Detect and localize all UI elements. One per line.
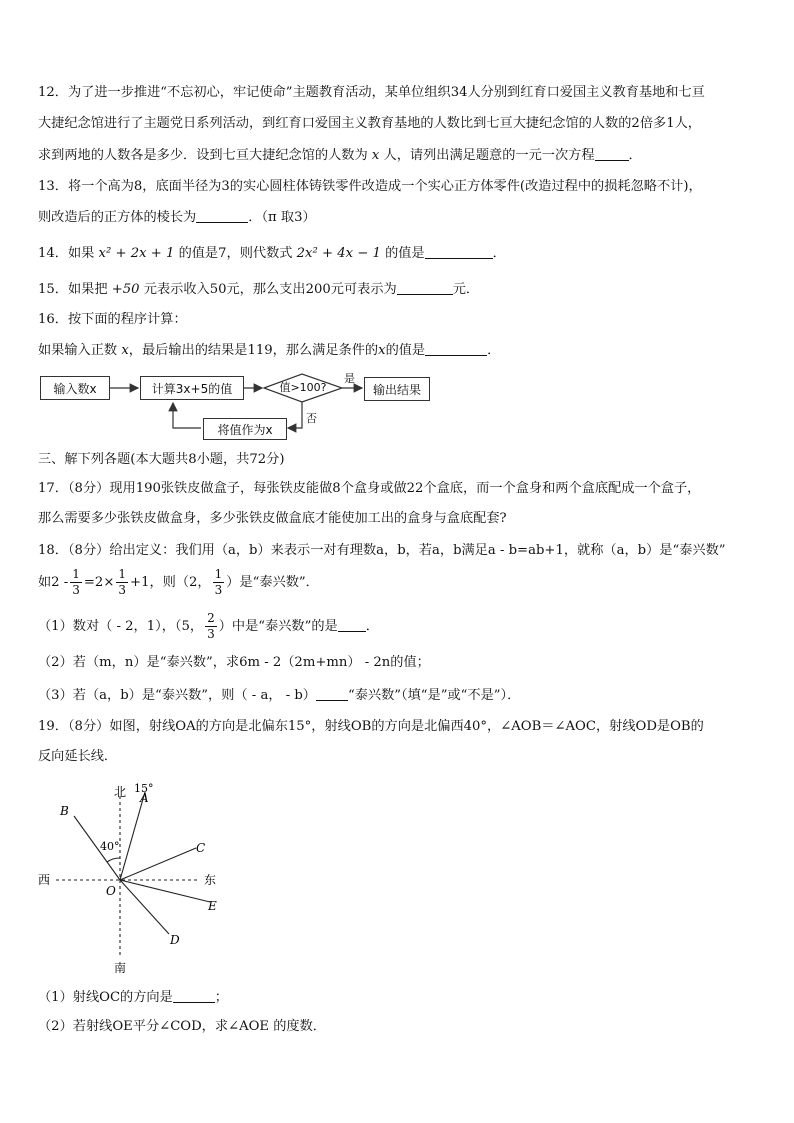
q18-ex-d: ）是“泰兴数”．	[226, 575, 319, 590]
ray-OA	[120, 792, 145, 880]
q13-line2-a: 则改造后的正方体的棱长为	[38, 210, 197, 225]
q12-end: ．	[628, 148, 642, 163]
q18-line1: 18．（8分）给出定义：我们用（a，b）来表示一对有理数a，b，若a，b满足a - b=ab+1，就称（a，b）是“泰兴数”	[38, 543, 726, 558]
q18-p1-answer-blank[interactable]	[338, 617, 366, 632]
q18-frac-3: $\frac{1}{3}$	[214, 567, 223, 597]
q19-direction-figure	[34, 778, 274, 978]
q16-flowchart	[38, 368, 438, 440]
q15-val: +50	[111, 282, 140, 297]
q17-line2: 那么需要多少张铁皮做盒身，多少张铁皮做盒底才能使加工出的盒身与盒底配套?	[38, 511, 507, 526]
q16-line2-c: 的值是	[385, 343, 426, 358]
flow-decision-label: 值>100?	[279, 381, 327, 394]
q13-line1: 13．将一个高为8，底面半径为3的实心圆柱体铸铁零件改造成一个实心正方体零件(改造过程中的损耗忽略不计)，	[38, 179, 702, 194]
q15-answer-blank[interactable]	[397, 280, 453, 295]
q19-p1-a: （1）射线OC的方向是	[38, 990, 173, 1005]
q18-ex-b: =2×	[83, 575, 115, 590]
q12-line2: 大捷纪念馆进行了主题党日系列活动，到红育口爱国主义教育基地的人数比到七亘大捷纪念馆的人数的2倍多1人，	[38, 116, 701, 131]
q14-end: ．	[492, 246, 506, 261]
q16-var-2: x	[378, 343, 386, 358]
q12-line1: 12．为了进一步推进“不忘初心，牢记使命”主题教育活动，某单位组织34人分别到红育口爱国主义教育基地和七亘	[38, 85, 705, 100]
q18-p1-frac: $\frac{2}{3}$	[207, 611, 215, 641]
q18-p1-b: ）中是“泰兴数”的是	[218, 619, 338, 634]
label-east: 东	[204, 873, 217, 887]
q16-answer-blank[interactable]	[425, 341, 487, 356]
label-E: E	[208, 899, 217, 913]
ray-OD	[120, 880, 169, 934]
q13-answer-blank[interactable]	[196, 208, 248, 223]
label-15deg: 15°	[134, 782, 154, 795]
q14-a: 14．如果	[38, 246, 95, 261]
q14-line	[38, 244, 506, 263]
q12-line3-b: 人，请列出满足题意的一元一次方程	[383, 148, 595, 163]
q12-line3	[38, 146, 642, 165]
q16-var: x	[121, 343, 129, 358]
q15-b: 元表示收入50元，那么支出200元可表示为	[143, 282, 397, 297]
q18-part1	[38, 611, 379, 642]
label-A: A	[140, 791, 149, 805]
flow-output-box: 输出结果	[364, 377, 430, 401]
label-O: O	[106, 884, 116, 898]
q16-line1: 16．按下面的程序计算：	[38, 312, 187, 327]
label-south: 南	[114, 961, 127, 975]
q15-c: 元．	[452, 282, 480, 297]
flow-compute-box: 计算3x+5的值	[140, 376, 244, 400]
q14-b: 的值是7，则代数式	[178, 246, 293, 261]
q18-frac-2: $\frac{1}{3}$	[118, 567, 127, 597]
q15-line	[38, 280, 479, 299]
q16-line2-b: ，最后输出的结果是119，那么满足条件的	[128, 343, 379, 358]
label-north: 北	[114, 785, 127, 799]
q14-answer-blank[interactable]	[425, 244, 493, 259]
q16-line2	[38, 341, 500, 360]
q19-part1	[38, 988, 228, 1007]
q19-line2: 反向延长线．	[38, 749, 118, 764]
flow-input-box: 输入数x	[40, 376, 110, 400]
q16-end: ．	[487, 343, 501, 358]
q18-p3-b: “泰兴数”（填“是”或“不是”）．	[347, 688, 521, 703]
arrow-decision-loop	[288, 401, 302, 428]
q18-p3-a: （3）若（a，b）是“泰兴数”，则（ - a， - b）	[38, 688, 316, 703]
q12-line3-a: 求到两地的人数各是多少．设到七亘大捷纪念馆的人数为	[38, 148, 368, 163]
q14-expr2: 2x² + 4x − 1	[296, 246, 381, 261]
ray-OE	[120, 880, 210, 902]
q19-p1-end: ；	[214, 990, 228, 1005]
q18-p1-a: （1）数对（ - 2，1），（5，	[38, 619, 204, 634]
q12-answer-blank[interactable]	[595, 146, 629, 161]
flow-loop-box: 将值作为x	[203, 418, 287, 440]
q18-example	[38, 567, 319, 598]
q13-line2	[38, 208, 316, 227]
label-B: B	[60, 804, 69, 818]
q18-ex-a: 如2 -	[38, 575, 69, 590]
q14-c: 的值是	[385, 246, 425, 261]
section3-heading: 三、解下列各题(本大题共8小题，共72分)	[38, 452, 285, 467]
q18-frac-1: $\frac{1}{3}$	[72, 567, 80, 597]
label-west: 西	[38, 873, 51, 887]
q18-part2: （2）若（m，n）是“泰兴数”，求6m - 2（2m+mn） - 2n的值；	[38, 655, 430, 670]
q18-part3	[38, 686, 520, 705]
q16-line2-a: 如果输入正数	[38, 343, 118, 358]
q15-a: 15．如果把	[38, 282, 108, 297]
flow-yes-label: 是	[344, 372, 355, 385]
q18-p3-answer-blank[interactable]	[316, 686, 348, 701]
label-40deg: 40°	[100, 840, 120, 853]
q13-line2-b: ．（π 取3）	[248, 210, 316, 225]
q14-expr1: x² + 2x + 1	[98, 246, 175, 261]
angle-arc-40	[107, 858, 120, 862]
q19-part2: （2）若射线OE平分∠COD，求∠AOE 的度数．	[38, 1019, 326, 1034]
q19-line1: 19．（8分）如图，射线OA的方向是北偏东15°，射线OB的方向是北偏西40°，∠AOB＝∠AOC，射线OD是OB的	[38, 719, 704, 734]
q17-line1: 17．（8分）现用190张铁皮做盒子，每张铁皮能做8个盒身或做22个盒底，而一个盒身和两个盒底配成一个盒子，	[38, 481, 701, 496]
label-C: C	[196, 841, 206, 855]
arrow-loop-compute	[173, 403, 201, 428]
q18-p1-end: ．	[365, 619, 379, 634]
q18-ex-c: +1，则（2，	[130, 575, 211, 590]
q19-p1-answer-blank[interactable]	[173, 988, 215, 1003]
q12-var: x	[371, 148, 380, 163]
ray-OC	[120, 848, 196, 880]
label-D: D	[170, 933, 180, 947]
flow-no-label: 否	[306, 412, 317, 425]
